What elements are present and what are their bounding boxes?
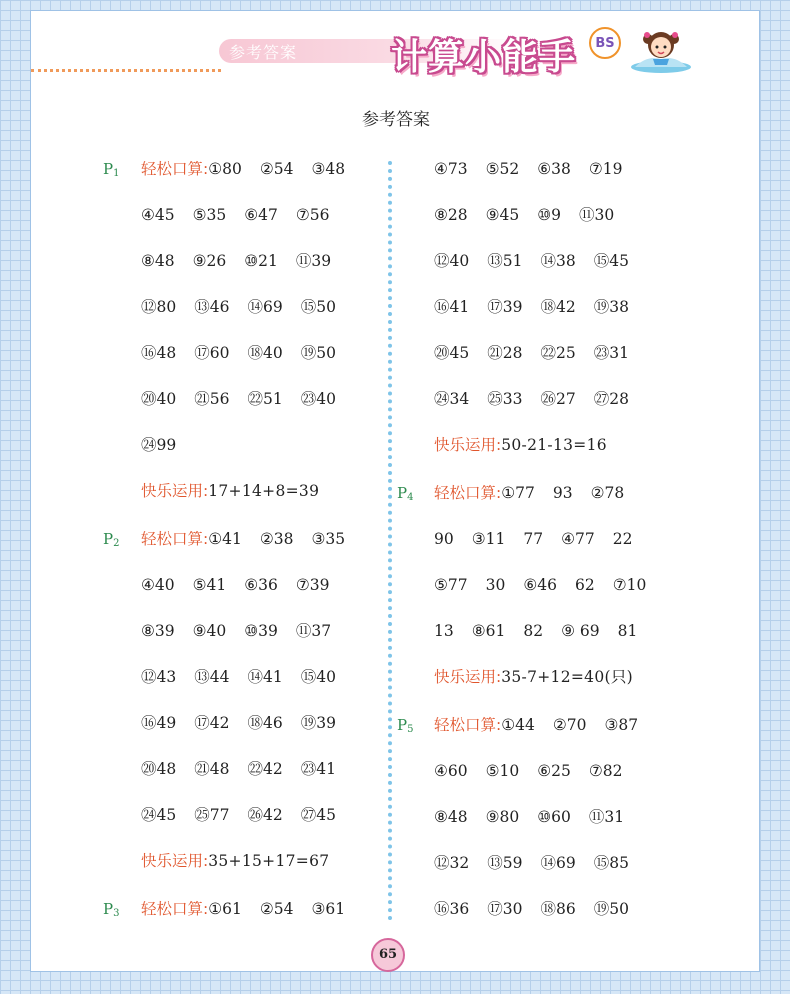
answer-item: ㉑28 xyxy=(487,344,523,362)
p4-row-2 xyxy=(434,527,650,551)
answer-item: ②38 xyxy=(259,530,294,548)
mascot-girl-icon xyxy=(627,23,695,75)
answer-item: ③48 xyxy=(311,160,346,178)
p2-row-6 xyxy=(141,757,354,781)
answer-item: ③35 xyxy=(311,530,346,548)
answer-item: ③61 xyxy=(311,900,346,918)
answer-item: ㉕33 xyxy=(487,390,523,408)
p-index: 5 xyxy=(407,724,414,735)
p2-row-5 xyxy=(141,711,354,735)
answer-item: ⑰30 xyxy=(487,900,523,918)
answer-item: ⑦82 xyxy=(588,762,623,780)
p5-row-3 xyxy=(434,805,642,829)
p1-row-1 xyxy=(141,157,363,181)
answer-item: ⑯41 xyxy=(434,298,470,316)
answer-item: 93 xyxy=(552,484,573,502)
apply-label: 快乐运用: xyxy=(141,852,209,870)
brand-logo: 计算小能手 xyxy=(391,37,577,78)
answer-item: ②78 xyxy=(590,484,625,502)
p4-row-3 xyxy=(434,573,664,597)
answer-item: ㉑56 xyxy=(194,390,230,408)
header-dotted-rule xyxy=(31,69,221,72)
answer-item: ⑦10 xyxy=(612,576,647,594)
answer-item: ㉖42 xyxy=(247,806,283,824)
answer-item: ⑲38 xyxy=(593,298,629,316)
column-divider xyxy=(388,161,392,921)
answer-item: ⑪30 xyxy=(579,206,615,224)
answer-item: ⑪39 xyxy=(295,252,332,270)
answer-item: ①41 xyxy=(208,530,242,548)
answer-item: ⑧61 xyxy=(471,622,506,640)
answer-item: ㉗45 xyxy=(300,806,336,824)
answer-item: ⑫40 xyxy=(434,252,470,270)
answer-item: ⑮85 xyxy=(593,854,629,872)
p-letter: P xyxy=(397,484,408,502)
answer-item: ③87 xyxy=(604,716,639,734)
answer-item: ⑳48 xyxy=(141,760,177,778)
p5-label xyxy=(397,713,413,742)
answer-item: ⑨ 69 xyxy=(561,622,600,640)
p1-row-4 xyxy=(141,295,354,319)
answer-item: 30 xyxy=(485,576,506,594)
answer-item: ⑨40 xyxy=(192,622,227,640)
answer-item: ④73 xyxy=(434,160,468,178)
answer-item: ⑰60 xyxy=(194,344,230,362)
p-index: 1 xyxy=(113,168,120,179)
p2-row-1 xyxy=(141,527,363,551)
answer-item: ⑱86 xyxy=(540,900,576,918)
answer-item: ⑯49 xyxy=(141,714,177,732)
answer-item: ⑨45 xyxy=(485,206,520,224)
p1-label xyxy=(103,157,119,186)
apply-equation: 17+14+8=39 xyxy=(208,482,320,500)
answer-item: ②70 xyxy=(552,716,587,734)
answer-item: ⑤35 xyxy=(192,206,227,224)
answer-item: ⑧28 xyxy=(434,206,468,224)
p3-row-1 xyxy=(141,897,363,921)
p1-row-7 xyxy=(141,433,194,457)
p3-row-2 xyxy=(434,157,641,181)
p1-row-2 xyxy=(141,203,348,227)
answer-item: ⑱40 xyxy=(247,344,283,362)
answer-item: ④40 xyxy=(141,576,175,594)
answer-item: ⑯48 xyxy=(141,344,177,362)
answer-item: ㉒25 xyxy=(540,344,576,362)
answer-item: ⑲39 xyxy=(300,714,336,732)
p-letter: P xyxy=(103,530,114,548)
apply-label: 快乐运用: xyxy=(141,482,209,500)
answer-item: ㉖27 xyxy=(540,390,576,408)
answer-item: ②54 xyxy=(259,160,294,178)
brand-badge: BS xyxy=(589,27,621,59)
answer-item: ㉔99 xyxy=(141,436,177,454)
answer-item: ㉒42 xyxy=(247,760,283,778)
answer-item: 77 xyxy=(523,530,544,548)
p2-row-3 xyxy=(141,619,349,643)
answer-item: ⑭69 xyxy=(540,854,576,872)
answer-item: ㉔45 xyxy=(141,806,177,824)
answer-item: ⑧39 xyxy=(141,622,175,640)
answer-item: ⑲50 xyxy=(593,900,629,918)
answer-item: ④45 xyxy=(141,206,175,224)
answer-item: ⑬44 xyxy=(194,668,230,686)
answer-item: ⑥47 xyxy=(244,206,278,224)
answer-item: ㉓40 xyxy=(300,390,336,408)
p5-row-4 xyxy=(434,851,647,875)
p3-label xyxy=(103,897,119,926)
oral-calc-label: 轻松口算: xyxy=(434,484,502,502)
answer-item: ㉓41 xyxy=(300,760,336,778)
oral-calc-label: 轻松口算: xyxy=(141,530,209,548)
header-tag-label: 参考答案 xyxy=(229,43,298,62)
p3-row-3 xyxy=(434,203,632,227)
p2-row-4 xyxy=(141,665,354,689)
answer-item: ⑤52 xyxy=(485,160,520,178)
answer-item: ⑳45 xyxy=(434,344,470,362)
answer-item: ㉓31 xyxy=(593,344,629,362)
answer-item: ⑫32 xyxy=(434,854,470,872)
p2-row-2 xyxy=(141,573,348,597)
p2-label xyxy=(103,527,119,556)
page-number: 65 xyxy=(371,938,405,972)
answer-item: ②54 xyxy=(259,900,294,918)
answer-item: 22 xyxy=(612,530,633,548)
answer-item: ⑤77 xyxy=(434,576,468,594)
answer-item: ⑭69 xyxy=(247,298,283,316)
answer-item: ⑬46 xyxy=(194,298,230,316)
answer-item: ㉗28 xyxy=(593,390,629,408)
p5-row-1 xyxy=(434,713,656,737)
answer-item: ⑫43 xyxy=(141,668,177,686)
answer-item: ①61 xyxy=(208,900,242,918)
answer-item: ⑭38 xyxy=(540,252,576,270)
p1-apply xyxy=(141,479,319,503)
answer-item: ⑩9 xyxy=(537,206,562,224)
answer-item: ⑲50 xyxy=(300,344,336,362)
answer-item: ⑨80 xyxy=(485,808,520,826)
answer-item: ㉕77 xyxy=(194,806,230,824)
p3-row-4 xyxy=(434,249,647,273)
answer-item: ⑭41 xyxy=(247,668,283,686)
answer-item: ⑩21 xyxy=(244,252,278,270)
answer-item: ⑮45 xyxy=(593,252,629,270)
answer-page xyxy=(30,10,760,972)
answer-item: ⑧48 xyxy=(434,808,468,826)
oral-calc-label: 轻松口算: xyxy=(141,900,209,918)
p3-row-5 xyxy=(434,295,647,319)
p3-apply xyxy=(434,433,607,457)
answer-item: ⑰39 xyxy=(487,298,523,316)
p5-row-5 xyxy=(434,897,647,921)
oral-calc-label: 轻松口算: xyxy=(141,160,209,178)
apply-equation: 50-21-13=16 xyxy=(501,436,607,454)
p-index: 4 xyxy=(407,492,414,503)
answer-item: ⑬59 xyxy=(487,854,523,872)
p-letter: P xyxy=(103,160,114,178)
p4-row-1 xyxy=(434,481,642,505)
p5-row-2 xyxy=(434,759,641,783)
answer-item: ⑳40 xyxy=(141,390,177,408)
answer-item: ⑩39 xyxy=(244,622,278,640)
answer-item: ①77 xyxy=(501,484,535,502)
apply-label: 快乐运用: xyxy=(434,436,502,454)
p-index: 2 xyxy=(113,538,120,549)
oral-calc-label: 轻松口算: xyxy=(434,716,502,734)
answer-item: ⑦19 xyxy=(588,160,623,178)
p4-apply xyxy=(434,665,633,689)
answer-item: ⑫80 xyxy=(141,298,177,316)
p3-row-7 xyxy=(434,387,647,411)
answer-item: ③11 xyxy=(471,530,506,548)
page-title: 参考答案 xyxy=(362,110,430,130)
answer-item: ⑤10 xyxy=(485,762,520,780)
answer-item: ⑯36 xyxy=(434,900,470,918)
answer-item: ⑦56 xyxy=(295,206,330,224)
answer-item: ④77 xyxy=(561,530,595,548)
answer-item: ⑥36 xyxy=(244,576,278,594)
p1-row-3 xyxy=(141,249,349,273)
p2-row-7 xyxy=(141,803,354,827)
p4-label xyxy=(397,481,413,510)
answer-item: ⑮50 xyxy=(300,298,336,316)
answer-item: 90 xyxy=(434,530,454,548)
p2-apply xyxy=(141,849,329,873)
apply-label: 快乐运用: xyxy=(434,668,502,686)
answer-item: ⑮40 xyxy=(300,668,336,686)
answer-item: ①80 xyxy=(208,160,242,178)
answer-item: ⑱42 xyxy=(540,298,576,316)
p-index: 3 xyxy=(113,908,120,919)
answer-item: 81 xyxy=(617,622,638,640)
answer-item: ㉑48 xyxy=(194,760,230,778)
answer-item: ①44 xyxy=(501,716,535,734)
apply-equation: 35+15+17=67 xyxy=(208,852,330,870)
answer-item: ⑪31 xyxy=(588,808,625,826)
answer-item: ⑱46 xyxy=(247,714,283,732)
p3-row-6 xyxy=(434,341,647,365)
answer-item: ⑪37 xyxy=(295,622,332,640)
apply-equation: 35-7+12=40(只) xyxy=(501,668,633,686)
answer-item: 62 xyxy=(574,576,595,594)
answer-item: ⑨26 xyxy=(192,252,227,270)
p-letter: P xyxy=(103,900,114,918)
p1-row-6 xyxy=(141,387,354,411)
answer-item: ⑥38 xyxy=(537,160,571,178)
answer-item: 82 xyxy=(523,622,544,640)
answer-item: ⑥25 xyxy=(537,762,571,780)
p-letter: P xyxy=(397,716,408,734)
answer-item: ㉔34 xyxy=(434,390,470,408)
answer-item: ⑥46 xyxy=(523,576,557,594)
answer-item: 13 xyxy=(434,622,454,640)
answer-item: ⑤41 xyxy=(192,576,227,594)
p4-row-4 xyxy=(434,619,655,643)
answer-item: ⑩60 xyxy=(537,808,571,826)
answer-item: ④60 xyxy=(434,762,468,780)
answer-item: ⑬51 xyxy=(487,252,523,270)
p1-row-5 xyxy=(141,341,354,365)
answer-item: ⑦39 xyxy=(295,576,330,594)
answer-item: ㉒51 xyxy=(247,390,283,408)
answer-item: ⑰42 xyxy=(194,714,230,732)
answer-item: ⑧48 xyxy=(141,252,175,270)
